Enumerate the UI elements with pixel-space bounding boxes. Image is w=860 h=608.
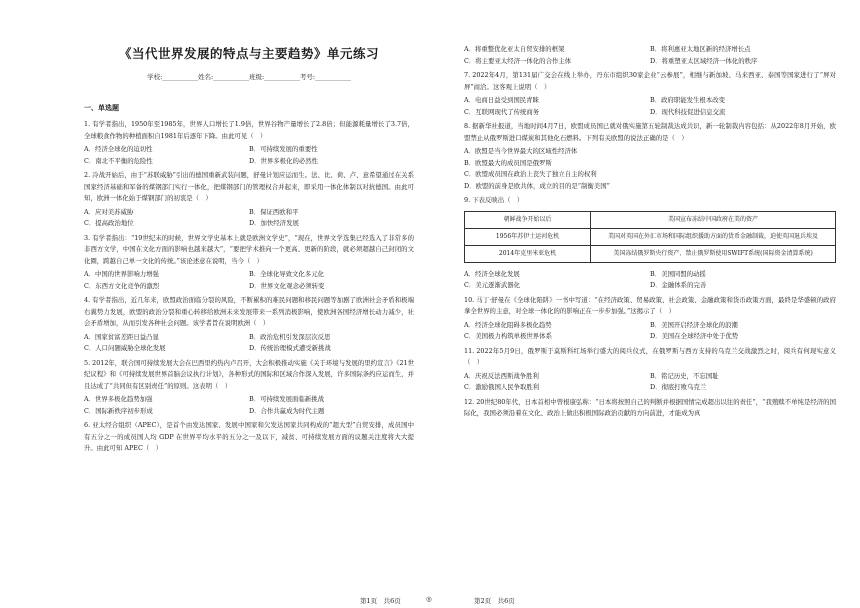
answer-option: C．提高政治地位 — [84, 219, 134, 227]
answer-option: B．欧盟最大的成员国是俄罗斯 — [464, 158, 552, 167]
answer-options — [84, 394, 414, 417]
answer-option: C．美国极力构筑单极世界体系 — [464, 332, 552, 340]
question-list-left — [84, 119, 414, 455]
answer-option: D．将重塑亚太区域经济一体化的秩序 — [650, 56, 758, 65]
answer-option: A．庆祝反法西斯战争胜利 — [464, 371, 539, 380]
table-cell: 1956年苏伊士运河危机 — [465, 228, 591, 245]
answer-option: B．铭记历史，不忘国耻 — [650, 371, 719, 380]
answer-option: C．人口问题威胁全球化发展 — [84, 344, 166, 352]
answer-option: D．美国在全球经济中处于优势 — [650, 332, 739, 340]
answer-options — [84, 332, 414, 355]
table-cell: 2014年克里米亚危机 — [465, 245, 591, 262]
answer-options — [464, 269, 836, 292]
question-list-right-2 — [464, 269, 836, 420]
answer-options — [84, 144, 414, 167]
page-number-right: 第2页 共6页 — [474, 597, 515, 605]
question-stem: 10. 马丁·舒曼在《全球化陷阱》一书中写道：“在经济政策、贸易政策、社会政策、金融政策和货币政策方面，最終是华盛顿的政府拿全世界的主意，对全球一体化的的影响正在一步步加强。”这揭示了（ ） — [464, 295, 836, 315]
answer-options — [464, 320, 836, 343]
section-heading: 一、单选题 — [84, 103, 119, 112]
answer-option: B．全球化导致文化多元化 — [249, 270, 324, 278]
student-info-line: 学校:___________姓名:___________班级:___________考号:___________ — [147, 73, 351, 81]
answer-option: D．加快经济发展 — [249, 219, 299, 227]
question-stem: 3. 有学者指出：“19世纪末的时候，世界文学史基本上就是欧洲文学史”，“现在，世界文学选集已经选入了非常多的非西方文学，中国在文化方面的影响也越来越大”，“要把学术推向一个更高、更新的阶段，就必须超越自己封闭的文化圈，跨越自己单一文化的传统。”该论述意在说明，当今（ ） — [84, 233, 414, 265]
question-stem: 9. 下表反映出（ ） — [464, 196, 524, 204]
answer-options — [464, 95, 836, 118]
answer-option: C．互联网现代了传统商务 — [464, 107, 540, 116]
question-stem: 4. 有学者指出，近几年来，欧盟政治面临分裂的风险，不断累积的难民问题和移民问题等加剧了欧洲社会矛盾和极端右翼势力发展，欧盟的政治分裂和重心转移给欧洲未来发展带来一系列消极影响，使欧洲各国经济增长动力减少，社会矛盾增加，从而引发各种社会问题。该学者旨在说明欧洲（ ） — [84, 296, 414, 327]
answer-options — [464, 146, 836, 192]
question-stem: 6. 亚太经合组织（APEC），是首个由发达国家、发展中国家和欠发达国家共同构成的“超大型”自贸安排，成员国中有五分之一的成员国人均 GDP 在世界平均水平的五分之一及以下，减贫、可持续发展方面的议题关注度将大大提升。由此可知 APEC（ ） — [84, 421, 414, 452]
answer-options — [464, 371, 836, 394]
answer-option: A．将重整优化亚太自贸安排的框架 — [464, 45, 565, 53]
question-stem: 8. 据新华社报道，当地时间4月7日，欧盟成员国已就对俄实施第五轮制裁达成共识，新一轮制裁内容包括：从2022年8月开始，欧盟禁止从俄罗斯进口煤炭和其他化石燃料。下列有关欧盟的说法正确的是（ ） — [464, 122, 836, 142]
doc-title: 《当代世界发展的特点与主要趋势》单元练习 — [118, 46, 379, 61]
table-row — [465, 245, 836, 262]
answer-option: A．欧盟是当今世界最大的区域性经济体 — [464, 147, 578, 155]
answer-option: D．金融体系的完善 — [650, 281, 707, 289]
answer-options — [84, 269, 414, 292]
question-stem: 12. 20世纪80年代，日本首相中曾根康弘称：“日本将按照自己的判断并根据国情完成超出以往的责任”，“我殖赎不单纯是经济的国际化，我国必须沿着在文化、政治上做出积极国际政治贡献的方向前进，才能成为真 — [464, 397, 836, 417]
question-list-right — [464, 44, 836, 207]
answer-options — [84, 207, 414, 230]
answer-options — [464, 44, 836, 67]
answer-option: D．欧盟的前身是欧共体，成立的目的是“制衡美国” — [464, 181, 610, 190]
answer-option: B．政治危机引发深层次反思 — [249, 332, 331, 341]
table-cell: 朝鲜战争开始以后 — [465, 211, 591, 228]
page-right — [430, 0, 860, 608]
question-stem: 5. 2012年，联合国可持续发展大会在巴西里约热内卢召开，大会积极推动实施《关于环境与发展的里约宣言》《21世纪议程》和《可持续发展世界首脑会议执行计划》，各种形式的国际和区域合作深入发展，许多国际条约应运而生，并且达成了“共同但有区别责任”的原则。这表明（ ） — [84, 358, 414, 390]
question-stem: 11. 2022年5月9日，俄罗斯于莫斯科红场举行盛大的阅兵仪式，在俄罗斯与西方支持的乌克兰交战激烈之时，阅兵有何现实意义（ ） — [464, 346, 836, 366]
question-stem: 1. 有学者指出，1950年至1985年，世界人口增长了1.9倍，世界谷物产量增长了2.8倍；但能源耗量增长了3.7倍，全球粮食作物的种植面积自1981年后逐年下降。由此可见（ ） — [84, 120, 414, 140]
question-stem: 7. 2022年4月，第131届广交会在线上举办，丹东市组织30家企业“云参展”，相继与新加坡、马来西亚、泰国等国家进行了“屏对屏”商洽。这客观上说明（ ） — [464, 71, 836, 91]
table-row — [465, 228, 836, 245]
answer-option: A．经济全球化发展 — [464, 269, 520, 278]
answer-option: B．保证西欧和平 — [249, 207, 299, 216]
binding-mark-icon: ◎ — [426, 595, 432, 603]
question-stem: 2. 冷战开始后，由于“苏联威胁”引出的德国重新武装问题，舒曼计划应运而生。法、比、荷、卢、意希望通过在关系国家经济基础和军备的煤钢部门实行一体化，把煤钢部门的管理权合并起来，即采用一体化体制以对抗德国。由此可知，欧洲一体化始于煤钢部门的初衷是（ ） — [84, 171, 414, 202]
answer-option: C．南北不平衡的危险性 — [84, 156, 153, 165]
answer-option: D．传统治理模式遭受新挑战 — [249, 344, 331, 352]
answer-option: C．国际新秩序初步形成 — [84, 406, 153, 415]
table-row — [465, 211, 836, 228]
table-cell: 美国宣布冻结中国政府在美的资产 — [591, 211, 836, 228]
page-number-left: 第1页 共6页 — [360, 597, 401, 605]
answer-option: C．激励俄国人民争取胜利 — [464, 383, 540, 391]
answer-option: D．世界多极化的必然性 — [249, 156, 319, 165]
answer-option: A．世界多极化趋势加强 — [84, 395, 153, 403]
answer-option: C．东西方文化竞争的激烈 — [84, 281, 160, 290]
answer-option: A．应对美苏威胁 — [84, 207, 134, 216]
answer-option: A．国家贫富差距日益凸显 — [84, 332, 159, 341]
answer-option: A．中国的世界影响力增强 — [84, 270, 159, 278]
answer-option: A．经济全球化阻碍多极化趋势 — [464, 320, 552, 329]
answer-option: D．现代科技促进信息交流 — [650, 107, 726, 116]
table-cell: 美国对英国在外汇市场和国际组织援助方面的货币金融制裁，迫使英国退兵埃及 — [591, 228, 836, 245]
answer-option: A．电商日益受到国民青睐 — [464, 96, 539, 104]
answer-option: D．世界文化观念必须转变 — [249, 281, 325, 290]
question-table — [464, 211, 836, 263]
table-cell: 美国冻结俄罗斯央行资产、禁止俄罗斯使用SWIFT系统(国际资金清算系统) — [591, 245, 836, 262]
answer-option: C．将主要亚太经济一体化的合作主体 — [464, 56, 572, 65]
answer-option: B．可持续发展的重要性 — [249, 145, 318, 153]
answer-option: D．彻底打败乌克兰 — [650, 383, 707, 391]
answer-option: B．美国同盟的动摇 — [650, 269, 706, 278]
answer-option: C．美元逐渐武器化 — [464, 281, 521, 289]
answer-option: B．政府职能发生根本改变 — [650, 96, 725, 104]
answer-option: B．将利惠亚太地区新的经济增长点 — [650, 45, 751, 53]
answer-option: B．美国开启经济全球化的浪潮 — [650, 320, 738, 329]
answer-option: C．欧盟成员国在政治上丧失了独立自主的权利 — [464, 170, 597, 178]
answer-option: B．可持续发展面临新挑战 — [249, 395, 324, 403]
answer-option: D．合作共赢成为时代主题 — [249, 406, 325, 415]
answer-option: A．经济全球化的迫切性 — [84, 145, 153, 153]
